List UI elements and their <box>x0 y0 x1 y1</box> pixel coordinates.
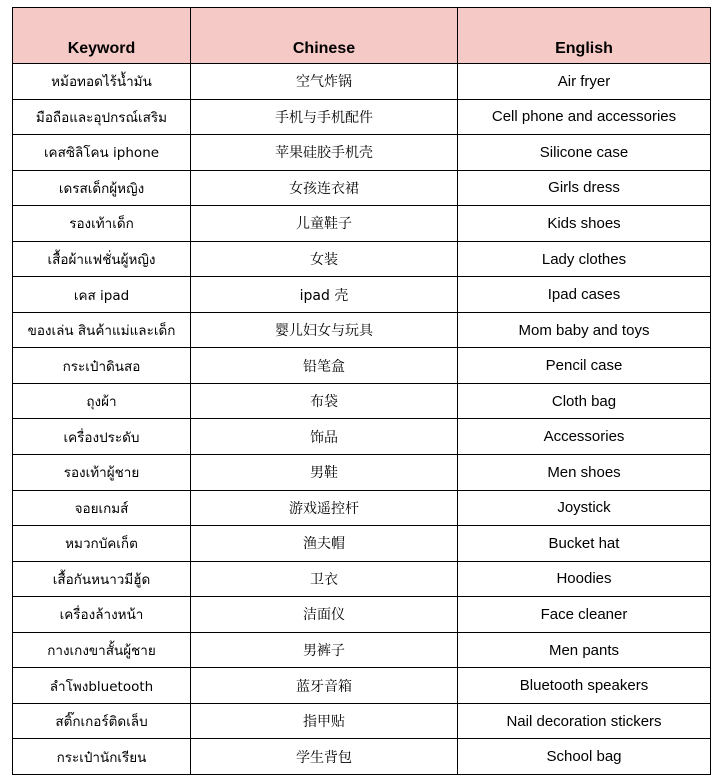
table-row <box>13 383 711 419</box>
cell-chinese: 儿童鞋子 <box>191 206 458 242</box>
table-row <box>13 490 711 526</box>
cell-keyword: จอยเกมส์ <box>13 490 191 526</box>
cell-chinese: 男裤子 <box>191 632 458 668</box>
cell-english: Accessories <box>458 419 711 455</box>
cell-chinese: 婴儿妇女与玩具 <box>191 312 458 348</box>
cell-keyword: เครื่องประดับ <box>13 419 191 455</box>
cell-chinese: 饰品 <box>191 419 458 455</box>
keyword-table <box>12 7 711 775</box>
table-row <box>13 455 711 491</box>
cell-english: Girls dress <box>458 170 711 206</box>
cell-english: Cell phone and accessories <box>458 99 711 135</box>
cell-chinese: 渔夫帽 <box>191 526 458 562</box>
cell-english: Lady clothes <box>458 241 711 277</box>
cell-chinese: 手机与手机配件 <box>191 99 458 135</box>
table-row <box>13 135 711 171</box>
cell-keyword: หม้อทอดไร้น้ำมัน <box>13 64 191 100</box>
cell-keyword: ถุงผ้า <box>13 383 191 419</box>
table-row <box>13 312 711 348</box>
table-row <box>13 526 711 562</box>
cell-keyword: รองเท้าเด็ก <box>13 206 191 242</box>
table-row <box>13 597 711 633</box>
cell-keyword: สติ๊กเกอร์ติดเล็บ <box>13 703 191 739</box>
cell-english: Silicone case <box>458 135 711 171</box>
table-header <box>13 8 711 64</box>
table-row <box>13 170 711 206</box>
cell-chinese: 苹果硅胶手机壳 <box>191 135 458 171</box>
cell-chinese: 男鞋 <box>191 455 458 491</box>
cell-english: Face cleaner <box>458 597 711 633</box>
cell-english: Bucket hat <box>458 526 711 562</box>
cell-english: Men shoes <box>458 455 711 491</box>
header-english: English <box>458 8 711 64</box>
cell-keyword: เครื่องล้างหน้า <box>13 597 191 633</box>
cell-chinese: 游戏遥控杆 <box>191 490 458 526</box>
cell-keyword: กางเกงขาสั้นผู้ชาย <box>13 632 191 668</box>
cell-english: Pencil case <box>458 348 711 384</box>
table-body <box>13 64 711 775</box>
cell-keyword: รองเท้าผู้ชาย <box>13 455 191 491</box>
cell-english: Hoodies <box>458 561 711 597</box>
cell-chinese: 学生背包 <box>191 739 458 775</box>
cell-english: Men pants <box>458 632 711 668</box>
cell-chinese: 指甲贴 <box>191 703 458 739</box>
cell-english: Mom baby and toys <box>458 312 711 348</box>
cell-keyword: เสื้อกันหนาวมีฮู้ด <box>13 561 191 597</box>
cell-keyword: มือถือและอุปกรณ์เสริม <box>13 99 191 135</box>
cell-chinese: 女装 <box>191 241 458 277</box>
cell-chinese: 卫衣 <box>191 561 458 597</box>
table-row <box>13 348 711 384</box>
cell-chinese: 空气炸锅 <box>191 64 458 100</box>
cell-chinese: 蓝牙音箱 <box>191 668 458 704</box>
cell-english: Joystick <box>458 490 711 526</box>
cell-english: Bluetooth speakers <box>458 668 711 704</box>
cell-keyword: หมวกบัคเก็ต <box>13 526 191 562</box>
cell-chinese: 洁面仪 <box>191 597 458 633</box>
table-row <box>13 703 711 739</box>
cell-keyword: เคสซิลิโคน iphone <box>13 135 191 171</box>
cell-english: Air fryer <box>458 64 711 100</box>
cell-keyword: ลำโพงbluetooth <box>13 668 191 704</box>
table-row <box>13 419 711 455</box>
table-row <box>13 64 711 100</box>
cell-keyword: กระเป๋านักเรียน <box>13 739 191 775</box>
table-row <box>13 206 711 242</box>
cell-keyword: เสื้อผ้าแฟชั่นผู้หญิง <box>13 241 191 277</box>
table-row <box>13 561 711 597</box>
cell-keyword: ของเล่น สินค้าแม่และเด็ก <box>13 312 191 348</box>
cell-chinese: ipad 壳 <box>191 277 458 313</box>
cell-english: School bag <box>458 739 711 775</box>
table-row <box>13 99 711 135</box>
table-row <box>13 739 711 775</box>
cell-english: Nail decoration stickers <box>458 703 711 739</box>
table-row <box>13 241 711 277</box>
header-keyword: Keyword <box>13 8 191 64</box>
header-row <box>13 8 711 64</box>
cell-keyword: เดรสเด็กผู้หญิง <box>13 170 191 206</box>
table-row <box>13 668 711 704</box>
cell-keyword: กระเป๋าดินสอ <box>13 348 191 384</box>
table-row <box>13 277 711 313</box>
cell-keyword: เคส ipad <box>13 277 191 313</box>
keyword-table-container <box>12 7 710 775</box>
cell-chinese: 布袋 <box>191 383 458 419</box>
header-chinese: Chinese <box>191 8 458 64</box>
cell-chinese: 女孩连衣裙 <box>191 170 458 206</box>
table-row <box>13 632 711 668</box>
cell-english: Ipad cases <box>458 277 711 313</box>
cell-english: Kids shoes <box>458 206 711 242</box>
cell-english: Cloth bag <box>458 383 711 419</box>
cell-chinese: 铅笔盒 <box>191 348 458 384</box>
